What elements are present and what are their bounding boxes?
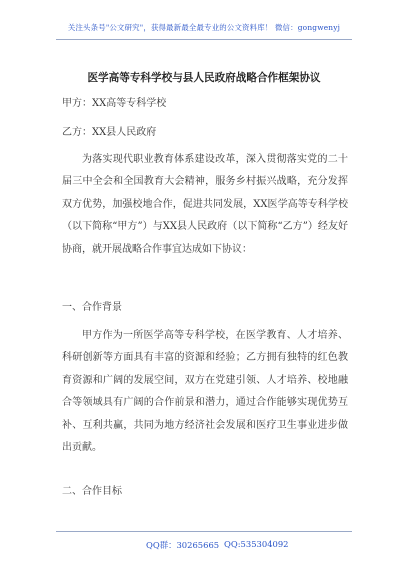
header-note: 关注头条号"公文研究"，获得最新最全最专业的公文资料库！ 微信：gongwenyj [67, 23, 341, 32]
footer-divider [56, 531, 352, 532]
header-divider [56, 39, 352, 40]
footer-qq-group: QQ群：30265665 [146, 540, 220, 550]
section1-paragraph: 甲方作为一所医学高等专科学校，在医学教育、人才培养、科研创新等方面具有丰富的资源和经验；乙方拥有独特的红色教育资源和广阔的发展空间，双方在党建引领、人才培养、校地融合等领域具有广阔的合作前景和潜力，通过合作能够实现优势互补、互利共赢，共同为地方经济社会发展和医疗卫生事业进步做出贡献。 [62, 330, 348, 454]
intro-paragraph: 为落实现代职业教育体系建设改革，深入贯彻落实党的二十届三中全会和全国教育大会精神，服务乡村振兴战略，充分发挥双方优势，加强校地合作，促进共同发展，XX医学高等专科学校（以下简称“甲方”）与XX县人民政府（以下简称“乙方”）经友好协商，就开展战略合作事宜达成如下协议： [62, 154, 348, 255]
section2-heading: 二、合作目标 [62, 486, 122, 497]
party-a: 甲方：XX高等专科学校 [62, 98, 167, 109]
document-title: 医学高等专科学校与县人民政府战略合作框架协议 [87, 72, 321, 84]
party-b: 乙方：XX县人民政府 [62, 127, 157, 138]
footer-qq: QQ:535304092 [224, 539, 289, 549]
section1-heading: 一、合作背景 [62, 302, 122, 313]
